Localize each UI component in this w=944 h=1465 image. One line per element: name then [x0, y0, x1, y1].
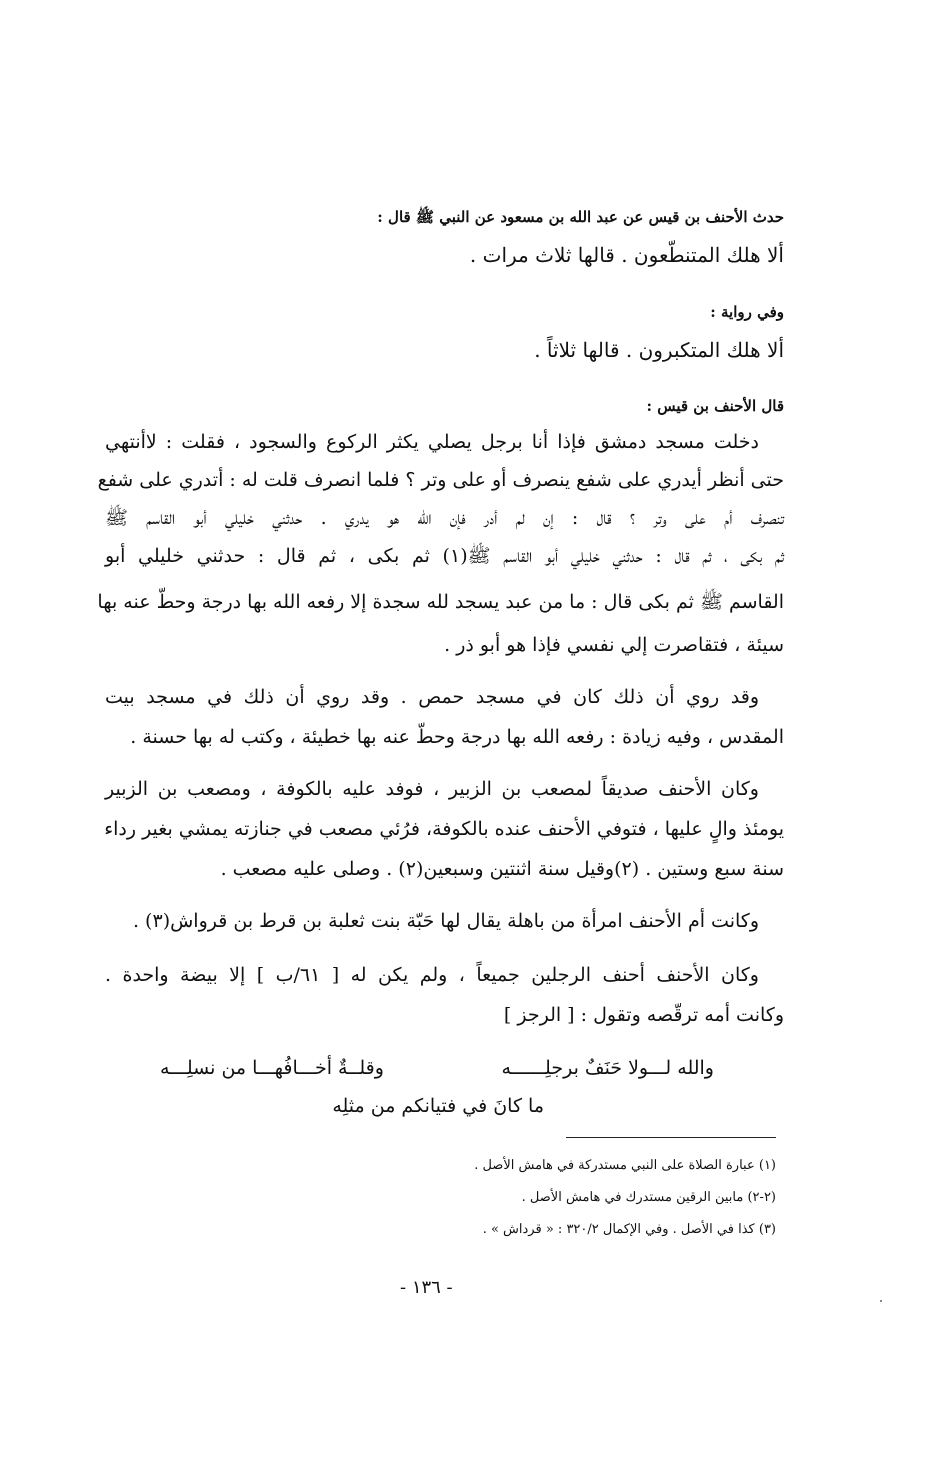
para2-line-1: وقد روي أن ذلك كان في مسجد حمص . وقد روي أن ذلك في مسجد بيت: [105, 686, 759, 708]
poem-line-2: ما كانَ في فتيانكم من مثلِه: [332, 1095, 544, 1117]
quote-1: ألا هلك المتنطّعون . قالها ثلاث مرات .: [469, 243, 784, 267]
para1-line-2: حتى أنظر أيدري على شفع ينصرف أو على وتر ؟ فلما انصرف قلت له : أتدري على شفع: [97, 469, 784, 491]
footnote-2: (٢-٢) مابين الرقين مستدرك في هامش الأصل .: [521, 1190, 776, 1205]
para4: وكانت أم الأحنف امرأة من باهلة يقال لها حَبّة بنت ثعلبة بن قرط بن قرواش(٣) .: [132, 910, 759, 932]
scan-speck: [880, 1300, 882, 1302]
footnote-divider: [566, 1137, 776, 1138]
para1-line-3: تنصرف أم على وتر ؟ قال : إن لم أدر فإن الله هو يدري . حدثني خليلي أبو القاسم ﷺ: [105, 507, 784, 529]
riwaya-label: وفي رواية :: [710, 303, 784, 321]
section-heading: قال الأحنف بن قيس :: [646, 397, 784, 415]
hadith-heading: حدث الأحنف بن قيس عن عبد الله بن مسعود عن النبي ﷺ قال :: [377, 208, 784, 226]
footnote-1: (١) عبارة الصلاة على النبي مستدركة في هامش الأصل .: [474, 1158, 776, 1173]
para3-line-3: سنة سبع وستين . (٢)وقيل سنة اثنتين وسبعين(٢) . وصلى عليه مصعب .: [220, 858, 784, 880]
para1-line-6: سيئة ، فتقاصرت إلي نفسي فإذا هو أبو ذر .: [444, 634, 784, 656]
para1-line-5: القاسم ﷺ ثم بكى قال : ما من عبد يسجد لله سجدة إلا رفعه الله بها درجة وحطّ عنه بها: [97, 591, 784, 613]
para3-line-1: وكان الأحنف صديقاً لمصعب بن الزبير ، فوفد عليه بالكوفة ، ومصعب بن الزبير: [105, 778, 759, 800]
quote-2: ألا هلك المتكبرون . قالها ثلاثاً .: [534, 338, 784, 362]
para1-line-4: ثم بكى ، ثم قال : حدثني خليلي أبو القاسم ﷺ(١) ثم بكى ، ثم قال : حدثني خليلي أبو: [105, 545, 784, 567]
para3-line-2: يومئذ والٍ عليها ، فتوفي الأحنف عنده بالكوفة، فرُئي مصعب في جنازته يمشي بغير رداء: [104, 818, 784, 840]
poem-hemistich-2: وقلــةٌ أخـــافُهـــا من نسلِـــه: [160, 1057, 384, 1079]
page-number: - ١٣٦ -: [400, 1277, 453, 1298]
para2-line-2: المقدس ، وفيه زيادة : رفعه الله بها درجة وحطّ عنه بها خطيئة ، وكتب له بها حسنة .: [130, 726, 784, 748]
para1-line-1: دخلت مسجد دمشق فإذا أنا برجل يصلي يكثر الركوع والسجود ، فقلت : لاأنتهي: [105, 431, 759, 453]
poem-hemistich-1: والله لـــولا حَنَفٌ برجلِــــــه: [501, 1057, 714, 1079]
para5-line-1: وكان الأحنف أحنف الرجلين جميعاً ، ولم يكن له [ ٦١/ب ] إلا بيضة واحدة .: [105, 964, 759, 986]
footnote-3: (٣) كذا في الأصل . وفي الإكمال ٣٢٠/٢ : « قرداش » .: [482, 1222, 776, 1237]
para5-line-2: وكانت أمه ترقّصه وتقول : [ الرجز ]: [503, 1004, 784, 1026]
